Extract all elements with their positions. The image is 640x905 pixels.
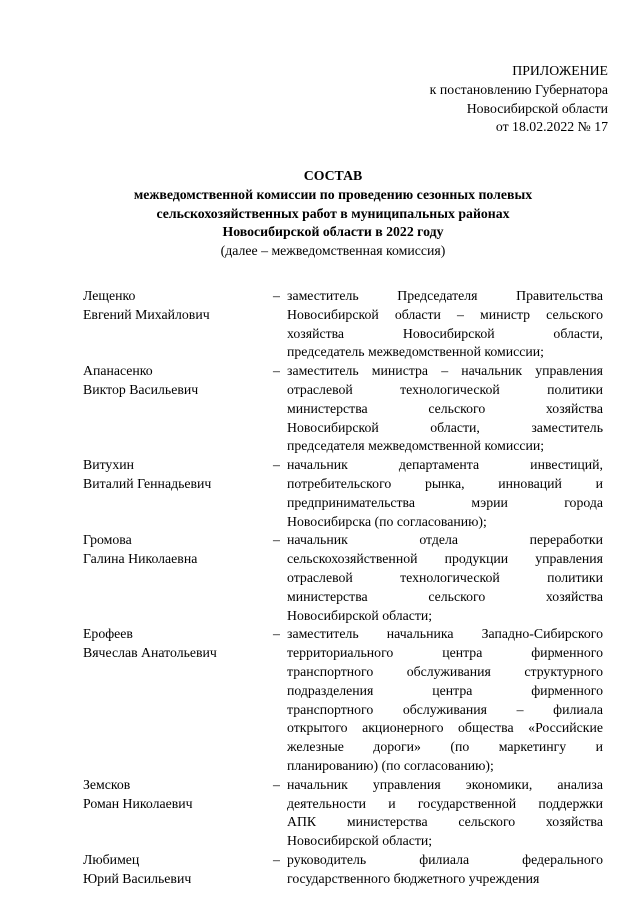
appendix-date-number: от 18.02.2022 № 17 — [495, 119, 608, 135]
member-dash: – — [273, 776, 280, 792]
member-role-line: отраслевой технологической политики — [287, 569, 603, 585]
member-role — [287, 456, 603, 531]
member-entry — [83, 531, 603, 625]
member-name — [83, 362, 273, 456]
member-role-line: территориального центра фирменного — [287, 645, 603, 661]
member-role-line: заместитель начальника Западно-Сибирского — [287, 626, 603, 642]
member-role-line: Новосибирской области – министр сельского — [287, 306, 603, 322]
member-role-line: министерства сельского хозяйства — [287, 400, 603, 416]
member-role — [287, 625, 603, 775]
member-role-line: заместитель Председателя Правительства — [287, 288, 603, 303]
member-dash: – — [273, 851, 280, 867]
member-role-line: железные дороги» (по маркетингу и — [287, 739, 603, 755]
member-dash: – — [273, 457, 280, 473]
member-role-line: Новосибирской области, заместитель — [287, 419, 603, 435]
member-given-name: Галина Николаевна — [83, 551, 198, 567]
title-line-1: межведомственной комиссии по проведению сезонных полевых — [133, 186, 533, 202]
member-role-line: деятельности и государственной поддержки — [287, 795, 603, 811]
member-entry — [83, 456, 603, 531]
member-surname: Лещенко — [83, 288, 136, 303]
member-given-name: Юрий Васильевич — [83, 870, 192, 886]
member-role-line: транспортного обслуживания структурного — [287, 663, 603, 679]
appendix-header — [360, 62, 608, 137]
member-role-line: председателя межведомственной комиссии; — [287, 438, 545, 454]
appendix-label: ПРИЛОЖЕНИЕ — [512, 63, 608, 78]
member-role-line: министерства сельского хозяйства — [287, 588, 603, 604]
member-dash: – — [273, 288, 280, 303]
title-line-2: сельскохозяйственных работ в муниципальных районах — [156, 205, 510, 221]
member-role-line: государственного бюджетного учреждения — [287, 870, 540, 886]
member-entry — [83, 362, 603, 456]
member-entry — [83, 287, 603, 362]
title-line-3: Новосибирской области в 2022 году — [222, 224, 444, 240]
member-role-line: председатель межведомственной комиссии; — [287, 344, 545, 360]
member-role-line: подразделения центра фирменного — [287, 682, 603, 698]
member-role-line: заместитель министра – начальник управления — [287, 363, 603, 379]
member-role-line: потребительского рынка, инноваций и — [287, 475, 603, 491]
member-surname: Апанасенко — [83, 363, 153, 379]
member-role — [287, 287, 603, 362]
appendix-decree-line: к постановлению Губернатора — [429, 81, 608, 97]
document-title — [60, 167, 606, 261]
member-name — [83, 456, 273, 531]
member-surname: Громова — [83, 532, 132, 548]
member-role-line: начальник департамента инвестиций, — [287, 457, 603, 473]
member-role-line: Новосибирской области; — [287, 833, 433, 849]
member-role-line: сельскохозяйственной продукции управления — [287, 551, 603, 567]
member-surname: Витухин — [83, 457, 134, 473]
member-role — [287, 531, 603, 625]
member-dash: – — [273, 626, 280, 642]
member-entry — [83, 851, 603, 889]
member-role — [287, 362, 603, 456]
member-name — [83, 287, 273, 362]
member-role-line: руководитель филиала федерального — [287, 851, 603, 867]
member-role — [287, 851, 603, 889]
member-role — [287, 776, 603, 851]
member-surname: Любимец — [83, 851, 140, 867]
member-role-line: транспортного обслуживания – филиала — [287, 701, 603, 717]
title-subtitle: (далее – межведомственная комиссия) — [220, 243, 446, 259]
member-role-line: предпринимательства мэрии города — [287, 494, 603, 510]
member-role-line: хозяйства Новосибирской области, — [287, 325, 603, 341]
member-role-line: открытого акционерного общества «Российские — [287, 720, 603, 736]
member-role-line: планированию) (по согласованию); — [287, 757, 494, 773]
members-list — [83, 287, 603, 889]
member-role-line: начальник отдела переработки — [287, 532, 603, 548]
member-role-line: Новосибирской области; — [287, 607, 433, 623]
member-surname: Ерофеев — [83, 626, 133, 642]
member-role-line: отраслевой технологической политики — [287, 381, 603, 397]
appendix-region-line: Новосибирской области — [466, 100, 608, 116]
member-name — [83, 851, 273, 889]
member-given-name: Виктор Васильевич — [83, 381, 199, 397]
member-role-line: начальник управления экономики, анализа — [287, 776, 603, 792]
title-heading: СОСТАВ — [303, 168, 363, 183]
member-name — [83, 776, 273, 851]
member-dash: – — [273, 532, 280, 548]
member-given-name: Роман Николаевич — [83, 795, 193, 811]
member-given-name: Евгений Михайлович — [83, 306, 210, 322]
member-entry — [83, 625, 603, 775]
member-role-line: АПК министерства сельского хозяйства — [287, 814, 603, 830]
member-entry — [83, 776, 603, 851]
member-dash: – — [273, 363, 280, 379]
member-name — [83, 625, 273, 775]
member-given-name: Виталий Геннадьевич — [83, 475, 212, 491]
member-given-name: Вячеслав Анатольевич — [83, 645, 217, 661]
member-name — [83, 531, 273, 625]
member-surname: Земсков — [83, 776, 131, 792]
member-role-line: Новосибирска (по согласованию); — [287, 513, 487, 529]
